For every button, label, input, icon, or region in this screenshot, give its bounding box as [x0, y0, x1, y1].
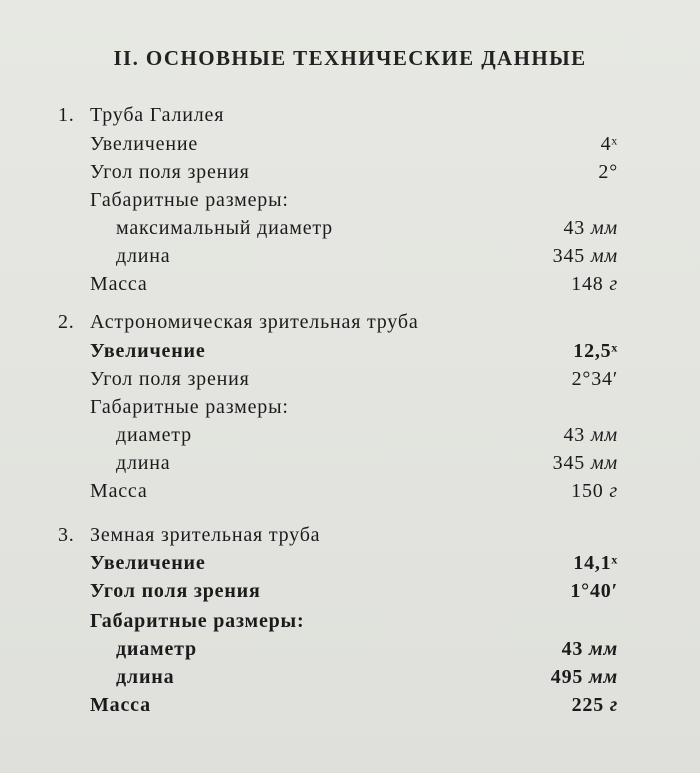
- spec-label: длина: [116, 452, 171, 474]
- spec-unit: мм: [588, 666, 618, 688]
- spec-label: Габаритные размеры:: [90, 396, 289, 418]
- section-number: 2.: [58, 311, 75, 333]
- spec-row-mass: [0, 694, 700, 722]
- spec-value: 345: [552, 452, 586, 474]
- spec-label: диаметр: [116, 638, 197, 660]
- spec-value: 12,5ˣ: [573, 340, 618, 362]
- spec-row-dimensions-heading: [0, 396, 700, 424]
- spec-unit: мм: [590, 452, 618, 474]
- spec-value-wrap: [562, 638, 618, 661]
- spec-row-diameter: [0, 424, 700, 452]
- spec-label: длина: [116, 245, 171, 267]
- section-title: Земная зрительная труба: [90, 524, 321, 546]
- spec-row-magnification: [0, 552, 700, 580]
- spec-value-wrap: [563, 424, 618, 447]
- spec-unit: г: [609, 273, 618, 295]
- spec-label: Габаритные размеры:: [90, 189, 289, 211]
- spec-label: длина: [116, 666, 175, 688]
- spec-label: Угол поля зрения: [90, 580, 261, 602]
- spec-value: 43: [563, 217, 586, 239]
- spec-label: Увеличение: [90, 552, 206, 574]
- section-heading-astronomical: [0, 311, 700, 339]
- spec-row-length: [0, 245, 700, 273]
- spec-label: Увеличение: [90, 340, 206, 362]
- spec-label: Масса: [90, 694, 151, 716]
- spec-row-length: [0, 452, 700, 480]
- section-heading-terrestrial: [0, 524, 700, 552]
- spec-value: 2°34′: [571, 368, 618, 390]
- spec-row-diameter: [0, 638, 700, 666]
- spec-label: Масса: [90, 480, 148, 502]
- spec-value-wrap: [553, 452, 618, 475]
- spec-label: Масса: [90, 273, 148, 295]
- spec-value-wrap: [563, 217, 618, 240]
- spec-row-diameter: [0, 217, 700, 245]
- spec-value: 225: [571, 694, 604, 716]
- spec-row-magnification: [0, 340, 700, 368]
- spec-value-wrap: [553, 245, 618, 268]
- spec-value: 14,1ˣ: [573, 552, 618, 574]
- section-number: 1.: [58, 104, 75, 126]
- spec-value: 495: [550, 666, 584, 688]
- spec-value-wrap: [571, 480, 618, 503]
- spec-row-field-of-view: [0, 580, 700, 608]
- section-heading-galileo: [0, 104, 700, 132]
- section-title: Астрономическая зрительная труба: [90, 311, 419, 333]
- spec-value-wrap: [572, 694, 618, 717]
- spec-row-length: [0, 666, 700, 694]
- spec-label: максимальный диаметр: [116, 217, 333, 239]
- spec-value: 1°40′: [570, 580, 618, 602]
- spec-value: 2°: [598, 161, 618, 183]
- spec-row-mass: [0, 480, 700, 508]
- spec-value: 345: [552, 245, 586, 267]
- spec-value: 43: [563, 424, 586, 446]
- spec-value: 148: [571, 273, 604, 295]
- spec-value: 43: [561, 638, 584, 660]
- spec-value-wrap: [571, 273, 618, 296]
- spec-unit: мм: [588, 638, 618, 660]
- page-title: II. ОСНОВНЫЕ ТЕХНИЧЕСКИЕ ДАННЫЕ: [113, 46, 587, 70]
- spec-row-field-of-view: [0, 368, 700, 396]
- section-title: Труба Галилея: [90, 104, 225, 126]
- spec-row-mass: [0, 273, 700, 301]
- spec-unit: г: [609, 480, 618, 502]
- spec-unit: мм: [590, 424, 618, 446]
- spec-row-dimensions-heading: [0, 610, 700, 638]
- spec-label: Угол поля зрения: [90, 161, 250, 183]
- spec-label: Угол поля зрения: [90, 368, 250, 390]
- spec-unit: мм: [590, 245, 618, 267]
- spec-row-magnification: [0, 133, 700, 161]
- spec-label: Габаритные размеры:: [90, 610, 305, 632]
- spec-row-dimensions-heading: [0, 189, 700, 217]
- spec-value: 150: [571, 480, 604, 502]
- spec-label: диаметр: [116, 424, 192, 446]
- spec-row-field-of-view: [0, 161, 700, 189]
- spec-unit: мм: [590, 217, 618, 239]
- section-number: 3.: [58, 524, 75, 546]
- spec-value: 4ˣ: [600, 133, 618, 155]
- spec-value-wrap: [551, 666, 618, 689]
- spec-unit: г: [609, 694, 618, 716]
- spec-label: Увеличение: [90, 133, 199, 155]
